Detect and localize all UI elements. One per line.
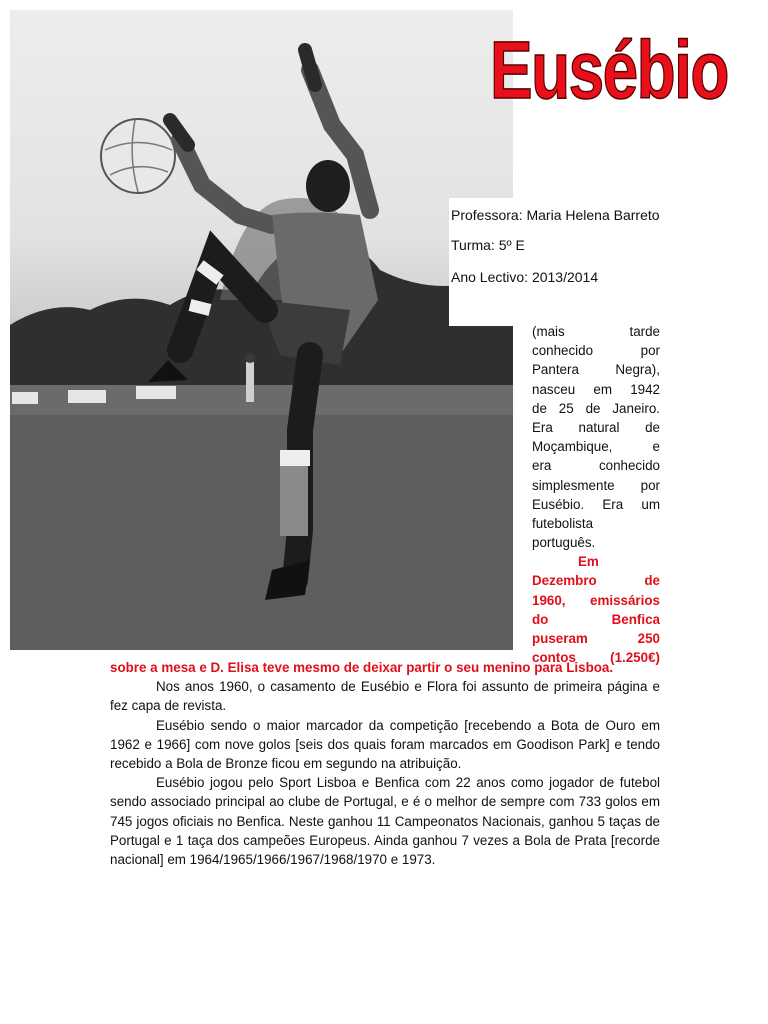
paragraph-marriage: Nos anos 1960, o casamento de Eusébio e Flora foi assunto de primeira página e fez capa de revista. <box>110 679 660 714</box>
column-red-line: puseram 250 <box>532 631 660 646</box>
column-line: conhecido por <box>532 343 660 359</box>
player-photo <box>10 10 513 650</box>
column-line: era conhecido <box>532 458 660 474</box>
paragraph-benfica: Eusébio jogou pelo Sport Lisboa e Benfica com 22 anos como jogador de futebol sendo associado principal ao clube de Portugal, e é o melhor de sempre com 733 golos em 745 jogos oficiais no Benfica. Neste ganhou 11 Campeonatos Nacionais, ganhou 5 taças de Portugal e 1 taça dos campeões Europeus. Ainda ganhou 7 vezes a Bola de Prata [recorde nacional] em 1964/1965/1966/1967/1968/1970 e 1973. <box>110 775 660 868</box>
column-red-line: contos (1.250€) <box>532 650 660 666</box>
column-line: nasceu em 1942 <box>532 381 660 397</box>
column-line: de 25 de Janeiro. <box>532 400 660 416</box>
column-line: Eusébio. Era um <box>532 496 660 512</box>
side-column <box>532 322 660 667</box>
column-line: Era natural de <box>532 419 660 435</box>
year-line: Ano Lectivo: 2013/2014 <box>451 269 599 285</box>
page-title: Eusébio <box>490 25 728 116</box>
column-red-line: 1960, emissários <box>532 592 660 608</box>
class-line: Turma: 5º E <box>451 237 525 253</box>
info-box <box>449 198 711 326</box>
column-line: português. <box>532 535 596 551</box>
column-line: simplesmente por <box>532 477 660 493</box>
player-photo-illustration <box>10 10 513 650</box>
column-line: futebolista <box>532 515 594 531</box>
column-line: Pantera Negra), <box>532 362 660 378</box>
column-line: Moçambique, e <box>532 439 660 455</box>
column-red-line: Em <box>578 554 599 570</box>
column-red-line: do Benfica <box>532 611 660 627</box>
column-red-line: Dezembro de <box>532 573 660 589</box>
red-continuation: sobre a mesa e D. Elisa teve mesmo de deixar partir o seu menino para Lisboa. <box>110 660 614 675</box>
teacher-line: Professora: Maria Helena Barreto <box>451 207 660 223</box>
column-line: (mais tarde <box>532 324 660 339</box>
paragraph-top-scorer: Eusébio sendo o maior marcador da competição [recebendo a Bota de Ouro em 1962 e 1966] com nove golos [seis dos quais foram marcados em Goodison Park] e tendo recebido a Bola de Bronze ficou em segundo na atribuição. <box>110 717 660 772</box>
body-text <box>110 658 660 869</box>
